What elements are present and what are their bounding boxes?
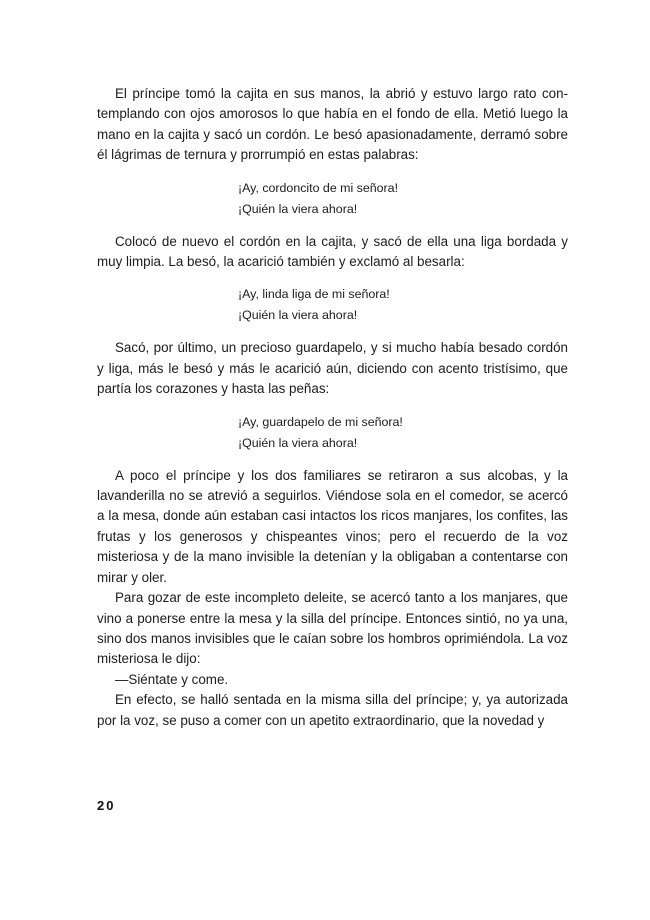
verse-line: ¡Quién la viera ahora! [238,308,358,323]
verse-line: ¡Ay, cordoncito de mi señora! [238,180,399,195]
verse-line: ¡Quién la viera ahora! [238,435,358,450]
paragraph: Para gozar de este incompleto deleite, se acercó tanto a los manjares, que vino a ponerse entre la mesa y la silla del príncipe. Entonces sintió, no ya una, sino dos manos invisibles que le caían sobre los hombros oprimiéndola. La voz misteriosa le dijo: [97,590,568,667]
page-number: 20 [97,798,116,813]
paragraph: Sacó, por último, un precioso guardapelo, y si mucho había besado cordón y liga, más le besó y más le acarició aún, diciendo con acento tristísimo, que partía los corazones y hasta las peñas: [97,340,568,397]
paragraph: A poco el príncipe y los dos familiares se retiraron a sus alcobas, y la lavanderilla no se atrevió a seguirlos. Viéndose sola en el comedor, se acercó a la mesa, donde aún estaban casi intactos los ricos manjares, los confites, las frutas y los generosos y chispeantes vinos; pero el recuerdo de la voz misteriosa y de la mano invisible la detenían y la obligaban a contentarse con mirar y oler. [97,467,568,585]
paragraph: El príncipe tomó la cajita en sus manos, la abrió y estuvo largo rato contemplando con ojos amorosos lo que había en el fondo de ella. Metió luego la mano en la cajita y sacó un cordón. Le besó apasionadamente, derramó sobre él lágrimas de ternura y prorrumpió en estas palabras: [97,86,568,163]
paragraph: En efecto, se halló sentada en la misma silla del príncipe; y, ya autorizada por la voz, se puso a comer con un apetito extraordinario, que la novedad y [97,692,568,728]
dialogue-line: —Siéntate y come. [115,671,229,687]
verse-block [97,178,568,220]
page-body [97,84,568,731]
verse-line: ¡Ay, linda liga de mi señora! [238,287,390,302]
verse-block [97,284,568,326]
verse-block [97,412,568,454]
paragraph: Colocó de nuevo el cordón en la cajita, y sacó de ella una liga bordada y muy limpia. La besó, la acarició también y exclamó al besarla: [97,233,568,270]
verse-line: ¡Quién la viera ahora! [238,201,358,216]
verse-line: ¡Ay, guardapelo de mi señora! [238,414,403,429]
